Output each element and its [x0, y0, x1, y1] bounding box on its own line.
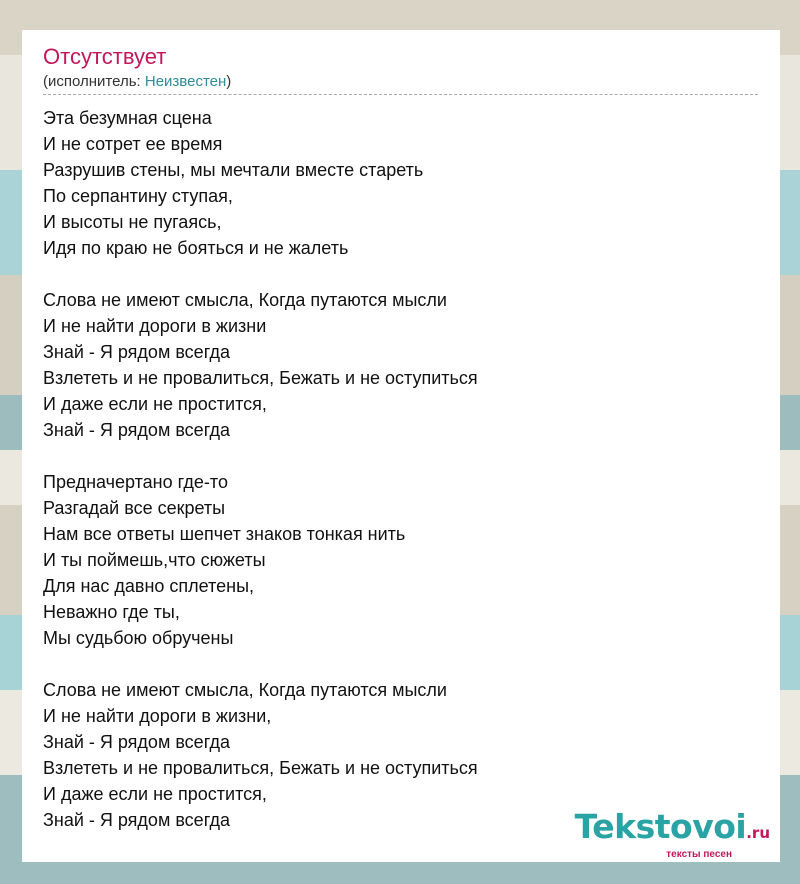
lyric-line: Мы судьбою обручены [43, 628, 234, 648]
lyric-line: Разрушив стены, мы мечтали вместе стареть [43, 160, 424, 180]
lyric-line: Знай - Я рядом всегда [43, 420, 230, 440]
artist-line [43, 72, 758, 95]
song-title: Отсутствует [43, 44, 167, 69]
lyrics-card [22, 30, 780, 862]
logo-wordmark [574, 807, 770, 850]
lyric-line: И не найти дороги в жизни, [43, 706, 272, 726]
lyric-line: Знай - Я рядом всегда [43, 810, 230, 830]
lyric-line: И даже если не простится, [43, 394, 267, 414]
artist-link[interactable]: Неизвестен [144, 73, 227, 90]
lyric-line: Взлететь и не провалиться, Бежать и не оступиться [43, 368, 478, 388]
lyric-line: И не сотрет ее время [43, 134, 223, 154]
stanza-gap [43, 443, 758, 469]
lyric-line: По серпантину ступая, [43, 186, 233, 206]
logo-name: Tekstovoi [574, 807, 747, 846]
lyric-line: Разгадай все секреты [43, 498, 226, 518]
lyrics-body [43, 105, 758, 833]
lyric-line: Знай - Я рядом всегда [43, 732, 230, 752]
lyric-line: Знай - Я рядом всегда [43, 342, 230, 362]
lyric-line: И не найти дороги в жизни [43, 316, 267, 336]
artist-prefix: (исполнитель: [43, 73, 145, 90]
lyric-line: Слова не имеют смысла, Когда путаются мысли [43, 290, 447, 310]
artist-suffix: ) [226, 73, 232, 90]
lyric-line: И даже если не простится, [43, 784, 267, 804]
lyric-line: Взлететь и не провалиться, Бежать и не оступиться [43, 758, 478, 778]
lyric-line: Эта безумная сцена [43, 108, 212, 128]
lyric-line: Предначертано где-то [43, 472, 228, 492]
stanza-gap [43, 261, 758, 287]
stanza-gap [43, 651, 758, 677]
logo-tagline: тексты песен [666, 849, 732, 860]
lyric-line: Слова не имеют смысла, Когда путаются мысли [43, 680, 447, 700]
lyric-line: И ты поймешь,что сюжеты [43, 550, 266, 570]
lyric-line: Идя по краю не бояться и не жалеть [43, 238, 349, 258]
lyric-line: Нам все ответы шепчет знаков тонкая нить [43, 524, 406, 544]
logo-tld: .ru [746, 824, 770, 842]
lyric-line: Для нас давно сплетены, [43, 576, 255, 596]
lyric-line: И высоты не пугаясь, [43, 212, 222, 232]
lyric-line: Неважно где ты, [43, 602, 180, 622]
site-logo[interactable] [574, 807, 770, 860]
